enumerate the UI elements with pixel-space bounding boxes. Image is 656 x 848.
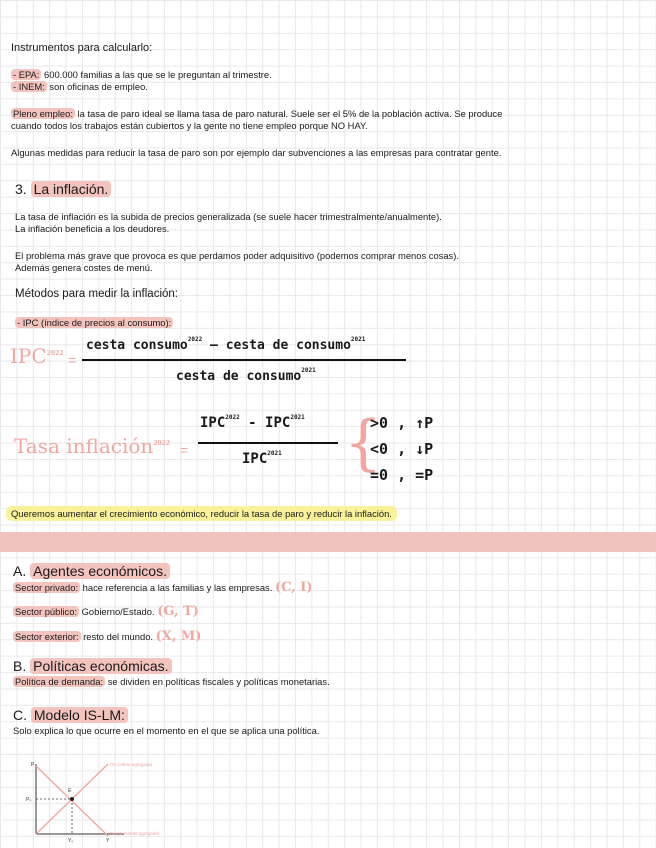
epa-label: - EPA: [13, 69, 40, 80]
sector-publico-hand: (G, T) [157, 604, 199, 619]
tasa-num-ipc: IPC [200, 415, 226, 431]
ipc-den: cesta de consumo [176, 369, 302, 384]
medidas-paro: Algunas medidas para reducir la tasa de paro son por ejemplo dar subvenciones a las empresas para contratar gente. [11, 147, 502, 158]
epa-line [11, 69, 272, 81]
politicas-heading-label: Políticas económicas. [30, 658, 171, 674]
tasa-num-mid: - IPC [239, 415, 291, 431]
agentes-heading-label: Agentes económicos. [30, 563, 170, 579]
tasa-num-sup-2: 2021 [290, 414, 305, 421]
ipc-denominator [176, 367, 316, 384]
politica-demanda-line [13, 676, 330, 688]
tasa-equals: = [180, 442, 189, 458]
graph-y-label: P [31, 762, 35, 768]
inem-line [11, 81, 148, 93]
ipc-num-b-sup: 2021 [350, 336, 366, 343]
instrumentos-title: Instrumentos para calcularlo: [11, 42, 153, 54]
sector-exterior-line [13, 631, 201, 643]
pleno-empleo-text: la tasa de paro ideal se llama tasa de paro natural. Suele ser el 5% de la población activa. Se produce [74, 108, 503, 119]
tasa-numerator [200, 414, 305, 431]
section-divider-band [0, 532, 656, 552]
islm-heading-num: C. [13, 707, 27, 723]
pleno-empleo-label: Pleno empleo: [13, 108, 73, 119]
politica-demanda-text: se dividen en políticas fiscales y políticas monetarias. [105, 676, 330, 687]
inflacion-heading [15, 181, 111, 197]
tasa-num-sup-1: 2022 [225, 414, 240, 421]
tasa-fraction-bar [198, 442, 338, 444]
inflacion-def-1: La tasa de inflación es la subida de precios generalizada (se suele hacer trimestralmente/anualmente). [15, 211, 442, 222]
sector-exterior-hand: (X, M) [155, 629, 202, 644]
tasa-lhs [14, 434, 170, 458]
sector-publico-label: Sector público: [15, 606, 78, 617]
pleno-empleo-line-2: cuando todos los trabajos están cubiertos y la gente no tiene empleo porque NO HAY. [11, 120, 368, 131]
ipc-lhs [10, 344, 63, 368]
sector-privado-text: hace referencia a las familias y las empresas. [80, 582, 273, 593]
graph-point-e: E [68, 788, 72, 794]
inflacion-def-2: La inflación beneficia a los deudores. [15, 223, 170, 234]
objetivo-line [6, 508, 397, 520]
sector-privado-label: Sector privado: [15, 582, 79, 593]
tasa-case-3: =0 , =P [370, 466, 434, 484]
politicas-heading [13, 658, 172, 674]
inflacion-heading-label: La inflación. [31, 181, 112, 197]
graph-equilibrium-point [70, 797, 74, 801]
sector-privado-line [13, 582, 313, 594]
ipc-fraction-bar [82, 359, 406, 361]
sector-privado-hand: (C, I) [274, 580, 313, 595]
inflacion-problema-2: Además genera costes de menú. [15, 262, 153, 273]
graph-y-tick: P₀ [26, 797, 32, 803]
graph-x-tick-2: Y [106, 838, 110, 844]
sector-exterior-text: resto del mundo. [80, 631, 154, 642]
inem-label: - INEM: [13, 81, 45, 92]
ipc-num-b: cesta de consumo [225, 338, 351, 353]
ipc-lhs-sup: 2022 [46, 350, 64, 357]
ipc-minus: – [210, 338, 218, 353]
politica-demanda-label: Política de demanda: [15, 676, 104, 687]
ipc-lhs-text: IPC [10, 344, 47, 368]
ipc-num-a-sup: 2022 [187, 336, 203, 343]
sector-publico-text: Gobierno/Estado. [79, 606, 155, 617]
islm-heading-label: Modelo IS-LM: [31, 707, 128, 723]
sector-publico-line [13, 606, 199, 618]
inem-text: son oficinas de empleo. [46, 81, 148, 92]
tasa-denominator [242, 450, 282, 467]
islm-graph [24, 758, 174, 844]
tasa-lhs-sup: 2022 [153, 440, 171, 447]
tasa-lhs-text: Tasa inflación [14, 434, 154, 458]
ipc-numerator [86, 336, 365, 353]
inflacion-problema-1: El problema más grave que provoca es que perdamos poder adquisitivo (podemos comprar menos cosas). [15, 250, 459, 261]
ipc-label: - IPC (índice de precios al consumo): [17, 317, 172, 328]
inflacion-heading-num: 3. [15, 181, 27, 197]
tasa-den: IPC [242, 451, 268, 467]
objetivo-text: Queremos aumentar el crecimiento económico, reducir la tasa de paro y reducir la inflación. [6, 506, 397, 521]
islm-text: Solo explica lo que ocurre en el momento en el que se aplica una política. [13, 725, 320, 736]
metodos-medir: Métodos para medir la inflación: [15, 288, 178, 300]
epa-text: 600.000 familias a las que se le preguntan al trimestre. [41, 69, 272, 80]
ipc-line [15, 317, 173, 329]
agentes-heading-num: A. [13, 563, 27, 579]
islm-heading [13, 707, 128, 723]
tasa-den-sup: 2021 [267, 450, 282, 457]
ipc-den-sup: 2021 [301, 367, 316, 374]
ipc-equals: = [68, 352, 77, 368]
politicas-heading-num: B. [13, 658, 27, 674]
graph-label-oa: OA (oferta agregada) [110, 762, 153, 767]
tasa-case-1: >0 , ↑P [370, 414, 434, 432]
agentes-heading [13, 563, 170, 579]
tasa-brace: { [344, 408, 383, 478]
ipc-num-a: cesta consumo [86, 338, 188, 353]
sector-exterior-label: Sector exterior: [15, 631, 79, 642]
pleno-empleo-line [11, 108, 502, 120]
graph-x-tick-1: Y₀ [68, 838, 74, 844]
graph-label-da: DA (demanda agregada) [110, 831, 160, 836]
tasa-case-2: <0 , ↓P [370, 440, 434, 458]
